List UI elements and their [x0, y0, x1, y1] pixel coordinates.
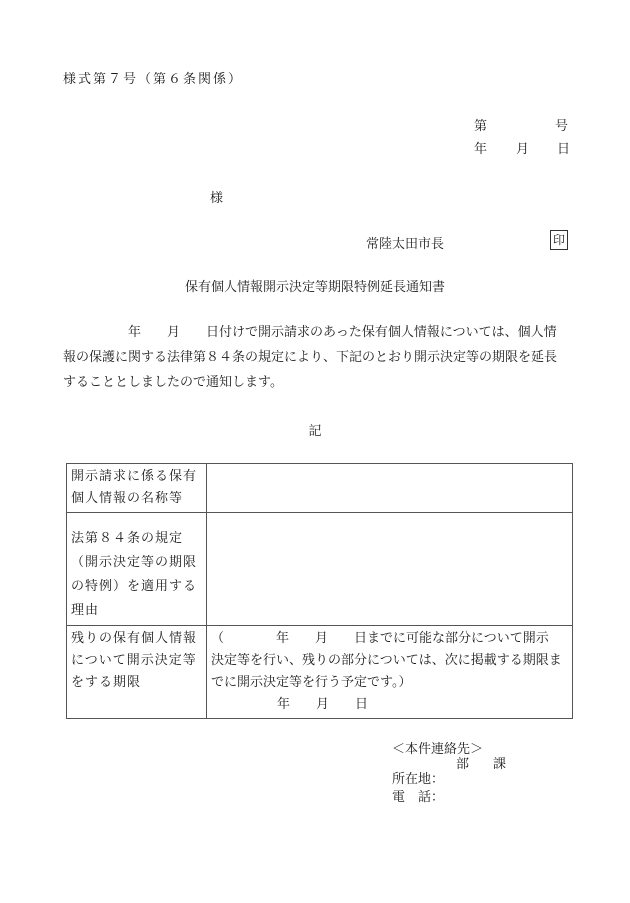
deadline-note-line: でに開示決定等を行う予定です。） [211, 675, 412, 690]
notice-body [63, 320, 583, 395]
date-month: 月 [516, 142, 530, 157]
details-table [66, 463, 573, 719]
reason-value[interactable] [207, 513, 573, 626]
contact-section: 課 [493, 757, 507, 772]
ki-heading: 記 [308, 424, 322, 439]
date-day: 日 [557, 142, 571, 157]
contact-heading: ＜本件連絡先＞ [392, 742, 484, 757]
deadline-date: 年 月 日 [277, 697, 369, 712]
reference-go: 号 [555, 119, 569, 134]
notice-body-line: 年 月 日付けで開示請求のあった保有個人情報については、個人情 [63, 325, 557, 340]
deadline-value[interactable] [207, 626, 573, 719]
deadline-note-line: （ 年 月 日までに可能な部分について開示 [211, 631, 549, 646]
deadline-note-line: 決定等を行い、残りの部分については、次に掲載する期限ま [211, 653, 562, 668]
document-title: 保有個人情報開示決定等期限特例延長通知書 [184, 280, 445, 295]
table-row [67, 464, 573, 513]
notice-body-line: することとしましたので通知します。 [63, 375, 283, 390]
info-name-label: 開示請求に係る保有個人情報の名称等 [67, 464, 207, 513]
form-number: 様式第７号（第６条関係） [63, 72, 244, 87]
contact-phone: 電 話： [392, 790, 445, 805]
contact-address: 所在地： [392, 772, 445, 787]
addressee-honorific: 様 [210, 191, 224, 206]
reason-label: 法第８４条の規定（開示決定等の期限の特例）を適用する理由 [67, 513, 207, 626]
info-name-value[interactable] [207, 464, 573, 513]
issuer-name: 常陸太田市長 [366, 237, 445, 252]
deadline-label: 残りの保有個人情報について開示決定等をする期限 [67, 626, 207, 719]
table-row [67, 626, 573, 719]
notice-body-line: 報の保護に関する法律第８４条の規定により、下記のとおり開示決定等の期限を延長 [63, 350, 558, 365]
reference-dai: 第 [474, 119, 488, 134]
contact-department: 部 [456, 757, 470, 772]
table-row [67, 513, 573, 626]
date-year: 年 [474, 142, 488, 157]
seal-stamp: 印 [550, 230, 568, 250]
